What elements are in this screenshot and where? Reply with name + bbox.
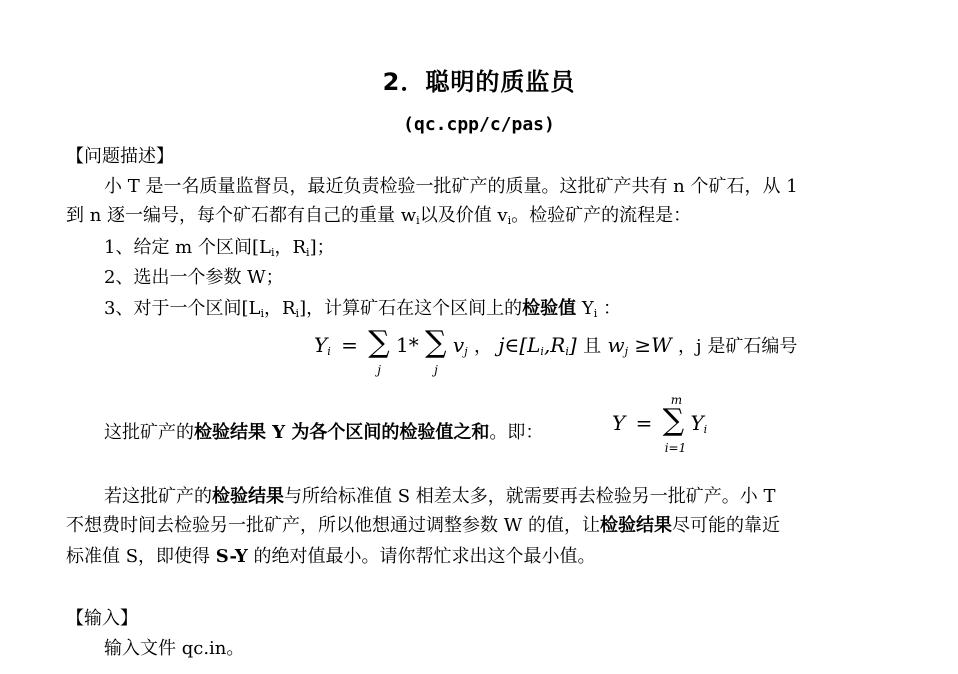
math-symbol: ]	[568, 333, 577, 357]
bold-term: 检验结果	[599, 515, 672, 536]
file-names: (qc.cpp/c/pas)	[403, 114, 555, 135]
bold-term: 检验值	[522, 298, 577, 319]
step-1	[104, 237, 335, 259]
math-text: 且	[583, 336, 602, 357]
subscript: i	[593, 307, 598, 320]
subscript: j	[464, 345, 468, 358]
text-fragment: 3、对于一个区间[L	[104, 298, 261, 319]
subscript: i	[327, 345, 331, 358]
subscript: j	[624, 345, 628, 358]
subscript: i	[416, 214, 420, 227]
math-symbol: 1*	[396, 333, 419, 357]
problem-para2-line2	[66, 515, 780, 537]
sum-lower-bound: i=1	[664, 441, 687, 455]
problem-para1-line2	[66, 205, 691, 227]
text-fragment: 尽可能的靠近	[671, 515, 780, 536]
subscript: i	[295, 307, 300, 320]
text-fragment: 1、给定 m 个区间[L	[104, 237, 271, 258]
text-fragment: 若这批矿产的	[104, 486, 212, 507]
subscript: i	[565, 345, 569, 358]
bold-term: 检验结果 Y 为各个区间的检验值之和	[194, 422, 490, 443]
problem-heading: 【问题描述】	[66, 146, 174, 167]
text-fragment: ]，计算矿石在这个区间上的	[299, 298, 523, 319]
text-fragment: ：	[597, 298, 621, 319]
subscript: i	[260, 307, 264, 320]
problem-para2-line3	[66, 546, 596, 568]
math-symbol: w	[607, 333, 625, 357]
math-symbol: =	[635, 411, 653, 435]
text-fragment: ，R	[274, 237, 307, 258]
math-symbol: j∈[L	[498, 333, 541, 357]
sum-upper-bound: m	[670, 393, 683, 407]
sum-index: j	[434, 363, 438, 377]
math-symbol: ≥W	[634, 333, 672, 357]
math-text: ，j 是矿石编号	[678, 336, 798, 357]
subscript: i	[270, 246, 275, 259]
text-fragment: ]；	[309, 237, 335, 258]
text-fragment	[104, 486, 776, 508]
text-fragment: 与所给标准值 S 相差太多，就需要再去检验另一批矿产。小 T	[284, 486, 776, 507]
subscript: i	[703, 423, 708, 436]
subscript: i	[306, 246, 310, 259]
subscript: i	[507, 214, 512, 227]
step-3	[104, 298, 621, 320]
math-symbol: Y	[612, 411, 626, 435]
text-fragment: ，R	[263, 298, 296, 319]
math-symbol: ∑	[662, 403, 685, 438]
math-symbol: =	[341, 333, 358, 357]
formula-inspection-value	[314, 325, 798, 377]
math-symbol: Y	[314, 333, 328, 357]
input-text: 输入文件 qc.in。	[104, 638, 245, 659]
text-fragment: 。即：	[489, 422, 544, 443]
text-fragment: 。检验矿产的流程是：	[511, 205, 692, 226]
formula-total	[612, 393, 708, 455]
sum-index: j	[377, 363, 381, 377]
text-fragment: 这批矿产的	[104, 422, 194, 443]
math-symbol: ∑	[368, 325, 390, 360]
math-symbol: ,R	[543, 333, 566, 357]
subscript: i	[540, 345, 544, 358]
math-symbol: v	[452, 333, 465, 357]
bold-term: S-Y	[215, 546, 248, 567]
sigma-symbol	[662, 393, 687, 455]
text-fragment: Y	[576, 298, 594, 319]
math-symbol: ∑	[425, 325, 447, 360]
math-symbol: ，	[473, 336, 492, 357]
math-symbol: Y	[690, 411, 704, 435]
text-fragment: 不想费时间去检验另一批矿产，所以他想通过调整参数 W 的值，让	[66, 515, 600, 536]
input-heading: 【输入】	[66, 608, 138, 629]
text-fragment: 到 n 逐一编号，每个矿石都有自己的重量 w	[66, 205, 417, 226]
bold-term: 检验结果	[212, 486, 284, 507]
problem-para1-line1: 小 T 是一名质量监督员，最近负责检验一批矿产的质量。这批矿产共有 n 个矿石，从 1	[104, 176, 798, 197]
step-2: 2、选出一个参数 W；	[104, 267, 284, 288]
result-line	[104, 422, 543, 444]
text-fragment: 的绝对值最小。请你帮忙求出这个最小值。	[247, 546, 596, 567]
text-fragment: 以及价值 v	[419, 205, 508, 226]
problem-para2-line1	[104, 486, 886, 508]
sigma-symbol	[425, 325, 447, 377]
sigma-symbol	[368, 325, 390, 377]
text-fragment: 标准值 S，即使得	[66, 546, 216, 567]
page-title: 2．聪明的质监员	[382, 68, 576, 96]
